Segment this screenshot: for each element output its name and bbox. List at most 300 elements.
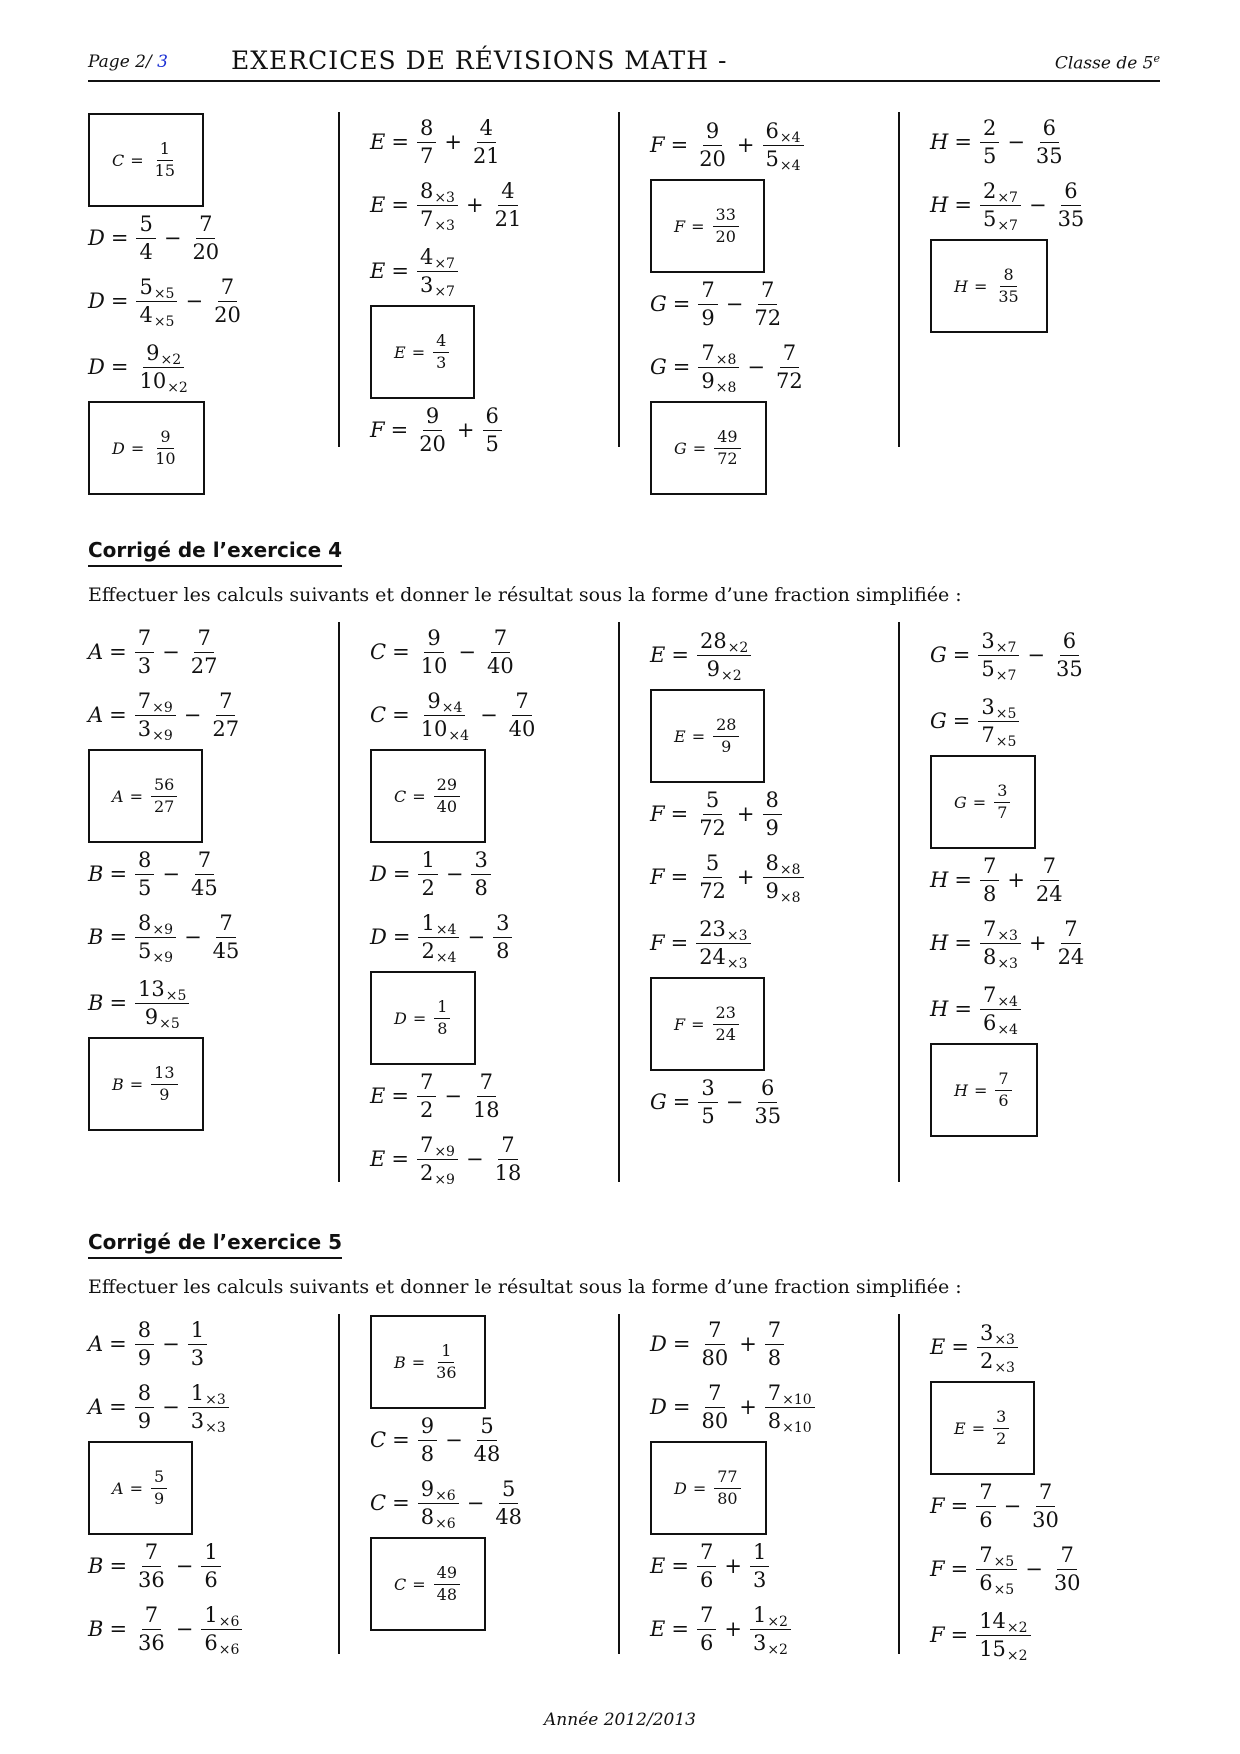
numerator-value: 7	[699, 1540, 714, 1565]
numerator	[977, 1322, 1018, 1347]
numerator-value: 49	[717, 426, 738, 446]
page-footer: Année 2012/2013	[544, 1710, 696, 1730]
operator: −	[467, 925, 486, 949]
denominator	[136, 239, 155, 263]
denominator-value: 9	[137, 1408, 152, 1433]
numerator	[135, 912, 176, 937]
numerator	[434, 996, 450, 1019]
numerator-value: 7	[1038, 1480, 1053, 1505]
equation-line	[88, 622, 356, 682]
fraction	[1055, 180, 1088, 229]
equation-line	[650, 1072, 886, 1132]
denominator	[696, 944, 750, 972]
fraction	[201, 1603, 242, 1658]
denominator-value: 35	[998, 286, 1019, 306]
denominator-multiplier: ×2	[1006, 1647, 1028, 1664]
denominator-value: 6	[998, 1090, 1009, 1110]
denominator-multiplier: ×5	[995, 733, 1017, 750]
denominator	[418, 716, 472, 744]
numerator-value: 8	[137, 1381, 152, 1406]
numerator	[705, 1319, 724, 1344]
numerator-value: 7	[701, 341, 715, 366]
denominator	[135, 653, 154, 677]
equation-line	[930, 622, 1166, 688]
denominator	[976, 1507, 995, 1531]
denominator-multiplier: ×9	[434, 1171, 455, 1188]
numerator-value: 5	[480, 1414, 494, 1439]
denominator-value: 20	[419, 431, 446, 456]
numerator	[713, 204, 739, 227]
denominator	[470, 143, 503, 167]
equation-line	[650, 274, 886, 334]
operator: −	[458, 640, 477, 664]
denominator-value: 36	[436, 1362, 457, 1382]
denominator-value: 7	[419, 206, 434, 231]
numerator	[1057, 1544, 1076, 1569]
equals-sign: =	[129, 1074, 144, 1094]
denominator	[211, 302, 244, 326]
variable: A	[88, 640, 104, 664]
variable: E	[650, 1617, 666, 1641]
denominator	[151, 797, 177, 816]
boxed-result	[930, 755, 1036, 849]
numerator-value: 9	[146, 341, 160, 366]
equals-sign: =	[954, 868, 972, 892]
denominator-value: 30	[1032, 1507, 1059, 1532]
equals-sign: =	[412, 1574, 426, 1594]
numerator	[780, 342, 799, 367]
denominator-value: 72	[699, 815, 726, 840]
fraction	[418, 1415, 437, 1464]
operator: −	[175, 1617, 194, 1641]
denominator	[135, 1567, 168, 1591]
numerator-value: 5	[501, 1477, 516, 1502]
denominator	[696, 878, 729, 902]
denominator	[418, 1441, 437, 1465]
equals-sign: =	[691, 1014, 705, 1034]
result-row	[650, 400, 886, 496]
numerator	[417, 117, 436, 142]
numerator-value: 7	[1060, 1543, 1074, 1568]
numerator-value: 7	[515, 689, 529, 714]
denominator-value: 10	[420, 716, 448, 741]
numerator-multiplier: ×9	[434, 1144, 455, 1161]
equation-line	[88, 1536, 356, 1596]
denominator	[696, 815, 729, 839]
operator: −	[1007, 130, 1025, 154]
variable: F	[930, 1494, 945, 1518]
numerator	[417, 1071, 436, 1096]
operator: −	[1025, 1557, 1043, 1581]
numerator-multiplier: ×3	[726, 928, 748, 945]
denominator-value: 3	[419, 272, 434, 297]
equals-sign: =	[671, 1617, 689, 1641]
result-row	[370, 1536, 606, 1632]
variable: E	[650, 643, 666, 667]
fraction	[976, 1481, 995, 1530]
equation-line	[650, 112, 886, 178]
denominator	[751, 1103, 784, 1127]
denominator	[765, 1345, 784, 1369]
numerator-value: 33	[715, 204, 736, 224]
fraction	[136, 275, 177, 330]
equals-sign: =	[952, 709, 971, 733]
denominator	[713, 227, 739, 246]
numerator	[750, 1604, 791, 1629]
denominator	[763, 146, 804, 174]
numerator-value: 1	[204, 1603, 218, 1628]
numerator-value: 1	[421, 911, 435, 936]
numerator	[423, 405, 442, 430]
denominator	[492, 1504, 525, 1528]
numerator-value: 6	[1062, 629, 1077, 654]
denominator-value: 27	[212, 716, 240, 741]
numerator	[477, 1071, 496, 1096]
fraction	[189, 213, 222, 262]
denominator-value: 2	[979, 1348, 994, 1373]
denominator	[697, 1567, 716, 1591]
denominator-value: 9	[701, 368, 715, 393]
equals-sign: =	[412, 1008, 427, 1028]
boxed-result	[650, 689, 765, 783]
denominator-value: 20	[699, 146, 726, 171]
numerator	[195, 849, 214, 874]
result-row	[88, 1440, 356, 1536]
numerator-value: 8	[765, 851, 779, 876]
equals-sign: =	[109, 862, 128, 886]
numerator-value: 7	[982, 917, 997, 942]
fraction	[993, 1406, 1009, 1448]
denominator-multiplier: ×4	[435, 949, 457, 966]
equation-line	[370, 844, 606, 904]
equals-sign: =	[954, 997, 972, 1021]
denominator-value: 36	[138, 1567, 165, 1592]
result-row	[88, 112, 356, 208]
denominator-value: 18	[494, 1160, 522, 1185]
variable: E	[674, 726, 686, 746]
variable: E	[370, 193, 386, 217]
denominator	[201, 1567, 220, 1591]
variable: E	[370, 1084, 386, 1108]
denominator-value: 30	[1053, 1570, 1081, 1595]
denominator	[980, 206, 1021, 234]
numerator	[758, 279, 777, 304]
numerator	[424, 627, 443, 652]
denominator-value: 48	[436, 1584, 458, 1604]
numerator	[218, 276, 237, 301]
equals-sign: =	[972, 792, 987, 812]
variable: C	[370, 640, 387, 664]
fraction	[417, 1071, 436, 1120]
denominator-value: 40	[436, 796, 458, 816]
numerator	[698, 342, 739, 367]
numerator	[418, 849, 437, 874]
numerator	[705, 1382, 724, 1407]
equation-line	[370, 172, 606, 238]
denominator	[418, 1504, 459, 1532]
variable: B	[88, 925, 104, 949]
numerator-value: 7	[419, 1133, 434, 1158]
numerator-value: 7	[699, 1603, 714, 1628]
numerator-value: 1	[421, 848, 435, 873]
fraction	[980, 117, 999, 166]
numerator-value: 7	[419, 1070, 434, 1095]
operator: +	[736, 802, 755, 826]
numerator	[135, 978, 189, 1003]
denominator-value: 24	[1035, 881, 1063, 906]
denominator-multiplier: ×3	[997, 955, 1018, 972]
denominator-value: 9	[137, 1345, 152, 1370]
denominator	[135, 1630, 168, 1654]
variable: A	[88, 1395, 104, 1419]
denominator-value: 80	[701, 1408, 729, 1433]
denominator	[189, 239, 222, 263]
variable: C	[370, 1491, 387, 1515]
numerator	[980, 117, 999, 142]
numerator	[758, 1077, 777, 1102]
equals-sign: =	[109, 703, 127, 727]
numerator-value: 14	[979, 1609, 1006, 1634]
numerator-value: 7	[493, 626, 508, 651]
equation-line	[930, 172, 1166, 238]
fraction	[135, 1604, 168, 1653]
fraction	[417, 117, 436, 166]
operator: −	[445, 862, 464, 886]
fraction	[698, 279, 717, 328]
variable: C	[394, 786, 407, 806]
denominator-multiplier: ×6	[218, 1641, 240, 1658]
operator: +	[465, 193, 484, 217]
denominator-multiplier: ×10	[782, 1419, 812, 1436]
fraction	[698, 1319, 731, 1368]
operator: +	[456, 418, 475, 442]
numerator	[1040, 117, 1059, 142]
equals-sign: =	[691, 216, 705, 236]
denominator	[135, 938, 176, 966]
numerator	[713, 1002, 739, 1025]
numerator-value: 5	[705, 788, 720, 813]
numerator-value: 7	[1064, 917, 1078, 942]
denominator	[696, 146, 729, 170]
numerator-value: 2	[982, 116, 997, 141]
denominator	[433, 1363, 459, 1382]
numerator-value: 7	[137, 626, 152, 651]
numerator-multiplier: ×2	[160, 352, 182, 369]
numerator	[980, 984, 1021, 1009]
equals-sign: =	[670, 931, 689, 955]
fraction	[1029, 1481, 1062, 1530]
numerator	[142, 1541, 161, 1566]
denominator	[1053, 656, 1086, 680]
numerator	[703, 852, 722, 877]
denominator	[713, 1025, 739, 1044]
denominator	[751, 305, 784, 329]
equals-sign: =	[109, 1554, 128, 1578]
denominator	[698, 1103, 717, 1127]
denominator-value: 8	[767, 1408, 782, 1433]
numerator-value: 3	[981, 695, 995, 720]
numerator-multiplier: ×4	[441, 700, 463, 717]
fraction	[135, 911, 176, 966]
equation-line	[650, 1374, 886, 1440]
equals-sign: =	[672, 355, 691, 379]
fraction	[713, 714, 739, 756]
fraction	[1033, 855, 1066, 904]
denominator-value: 27	[190, 653, 218, 678]
operator: −	[465, 1147, 484, 1171]
page-number	[88, 52, 168, 72]
denominator-multiplier: ×9	[152, 949, 174, 966]
numerator	[477, 117, 496, 142]
numerator-value: 7	[708, 1318, 722, 1343]
fraction	[696, 852, 729, 901]
numerator-value: 23	[699, 917, 726, 942]
fraction	[211, 276, 244, 325]
page-total-link[interactable]: 3	[157, 52, 168, 72]
numerator-value: 8	[137, 1318, 152, 1343]
denominator-multiplier: ×4	[448, 727, 470, 744]
boxed-result	[88, 1037, 204, 1131]
numerator-multiplier: ×7	[995, 640, 1017, 657]
fraction	[698, 1077, 717, 1126]
denominator-multiplier: ×5	[153, 313, 175, 330]
denominator-value: 10	[155, 448, 176, 468]
variable: D	[88, 355, 105, 379]
variable: D	[394, 1008, 407, 1028]
numerator-value: 3	[496, 911, 510, 936]
fraction	[152, 138, 178, 180]
boxed-result	[650, 1441, 767, 1535]
variable: G	[650, 292, 667, 316]
variable: B	[88, 862, 104, 886]
fraction	[698, 1382, 731, 1431]
fraction	[418, 1477, 459, 1532]
class-label	[1055, 52, 1160, 74]
fraction	[210, 912, 243, 961]
numerator-value: 3	[979, 1321, 994, 1346]
result-row	[930, 238, 1166, 334]
denominator-value: 7	[997, 802, 1008, 822]
numerator	[491, 627, 510, 652]
equation-line	[370, 1066, 606, 1126]
equals-sign: =	[952, 643, 971, 667]
boxed-result	[650, 179, 765, 273]
fraction	[994, 780, 1010, 822]
denominator-value: 8	[496, 938, 510, 963]
equation-line	[930, 1314, 1166, 1380]
numerator	[976, 1610, 1030, 1635]
equation-line	[930, 688, 1166, 754]
equals-sign: =	[391, 1147, 409, 1171]
fraction	[697, 1604, 716, 1653]
denominator	[1055, 206, 1088, 230]
result-row	[370, 748, 606, 844]
numerator-multiplier: ×3	[434, 190, 455, 207]
numerator-value: 1	[752, 1603, 767, 1628]
denominator	[993, 1429, 1009, 1448]
numerator-value: 5	[153, 1466, 165, 1486]
variable: C	[112, 150, 125, 170]
fraction	[763, 851, 804, 906]
denominator-multiplier: ×4	[997, 1021, 1018, 1038]
equation-line	[930, 850, 1166, 910]
fraction	[135, 977, 189, 1032]
equation-line	[88, 1596, 356, 1662]
fraction	[188, 627, 221, 676]
denominator-value: 2	[419, 1160, 434, 1185]
result-row	[930, 1380, 1166, 1476]
denominator	[434, 1585, 460, 1604]
equals-sign: =	[109, 640, 127, 664]
variable: F	[650, 931, 665, 955]
fraction	[135, 1541, 168, 1590]
denominator-value: 6	[979, 1570, 993, 1595]
fraction	[492, 180, 525, 229]
numerator-value: 7	[767, 1318, 782, 1343]
denominator-value: 35	[1035, 143, 1063, 168]
equation-line	[650, 910, 886, 976]
denominator	[417, 143, 436, 167]
fraction	[151, 774, 177, 816]
numerator-value: 9	[427, 626, 441, 651]
fraction	[483, 405, 502, 454]
fraction	[506, 690, 539, 739]
variable: E	[370, 1147, 386, 1171]
numerator-value: 4	[479, 116, 493, 141]
numerator	[194, 627, 213, 652]
numerator	[512, 690, 531, 715]
column-4	[898, 622, 1166, 1182]
denominator	[697, 1630, 716, 1654]
variable: B	[88, 991, 104, 1015]
denominator	[471, 1441, 504, 1465]
fraction	[696, 917, 750, 972]
equals-sign: =	[670, 865, 689, 889]
denominator-value: 3	[752, 1630, 767, 1655]
denominator-value: 20	[192, 239, 220, 264]
numerator-value: 29	[436, 774, 458, 794]
numerator	[216, 912, 235, 937]
numerator	[980, 180, 1021, 205]
denominator-value: 9	[706, 656, 720, 681]
variable: G	[650, 1090, 667, 1114]
numerator	[433, 330, 449, 353]
denominator	[750, 1630, 791, 1658]
denominator-multiplier: ×3	[205, 1419, 226, 1436]
result-row	[88, 400, 356, 496]
equation-line	[370, 112, 606, 172]
operator: −	[175, 1554, 194, 1578]
numerator	[763, 120, 804, 145]
denominator-value: 24	[699, 944, 726, 969]
numerator-value: 13	[138, 977, 165, 1002]
denominator	[698, 368, 739, 396]
numerator	[135, 1319, 154, 1344]
numerator	[980, 918, 1021, 943]
fraction	[209, 690, 242, 739]
numerator-multiplier: ×9	[152, 922, 174, 939]
fraction	[750, 1603, 791, 1658]
numerator	[1061, 918, 1080, 943]
equals-sign: =	[412, 786, 426, 806]
fraction	[713, 1002, 739, 1044]
fraction	[1033, 117, 1066, 166]
operator: −	[163, 226, 182, 250]
result-row	[88, 1036, 356, 1132]
equals-sign: =	[670, 802, 689, 826]
denominator	[698, 305, 717, 329]
denominator	[209, 716, 242, 740]
